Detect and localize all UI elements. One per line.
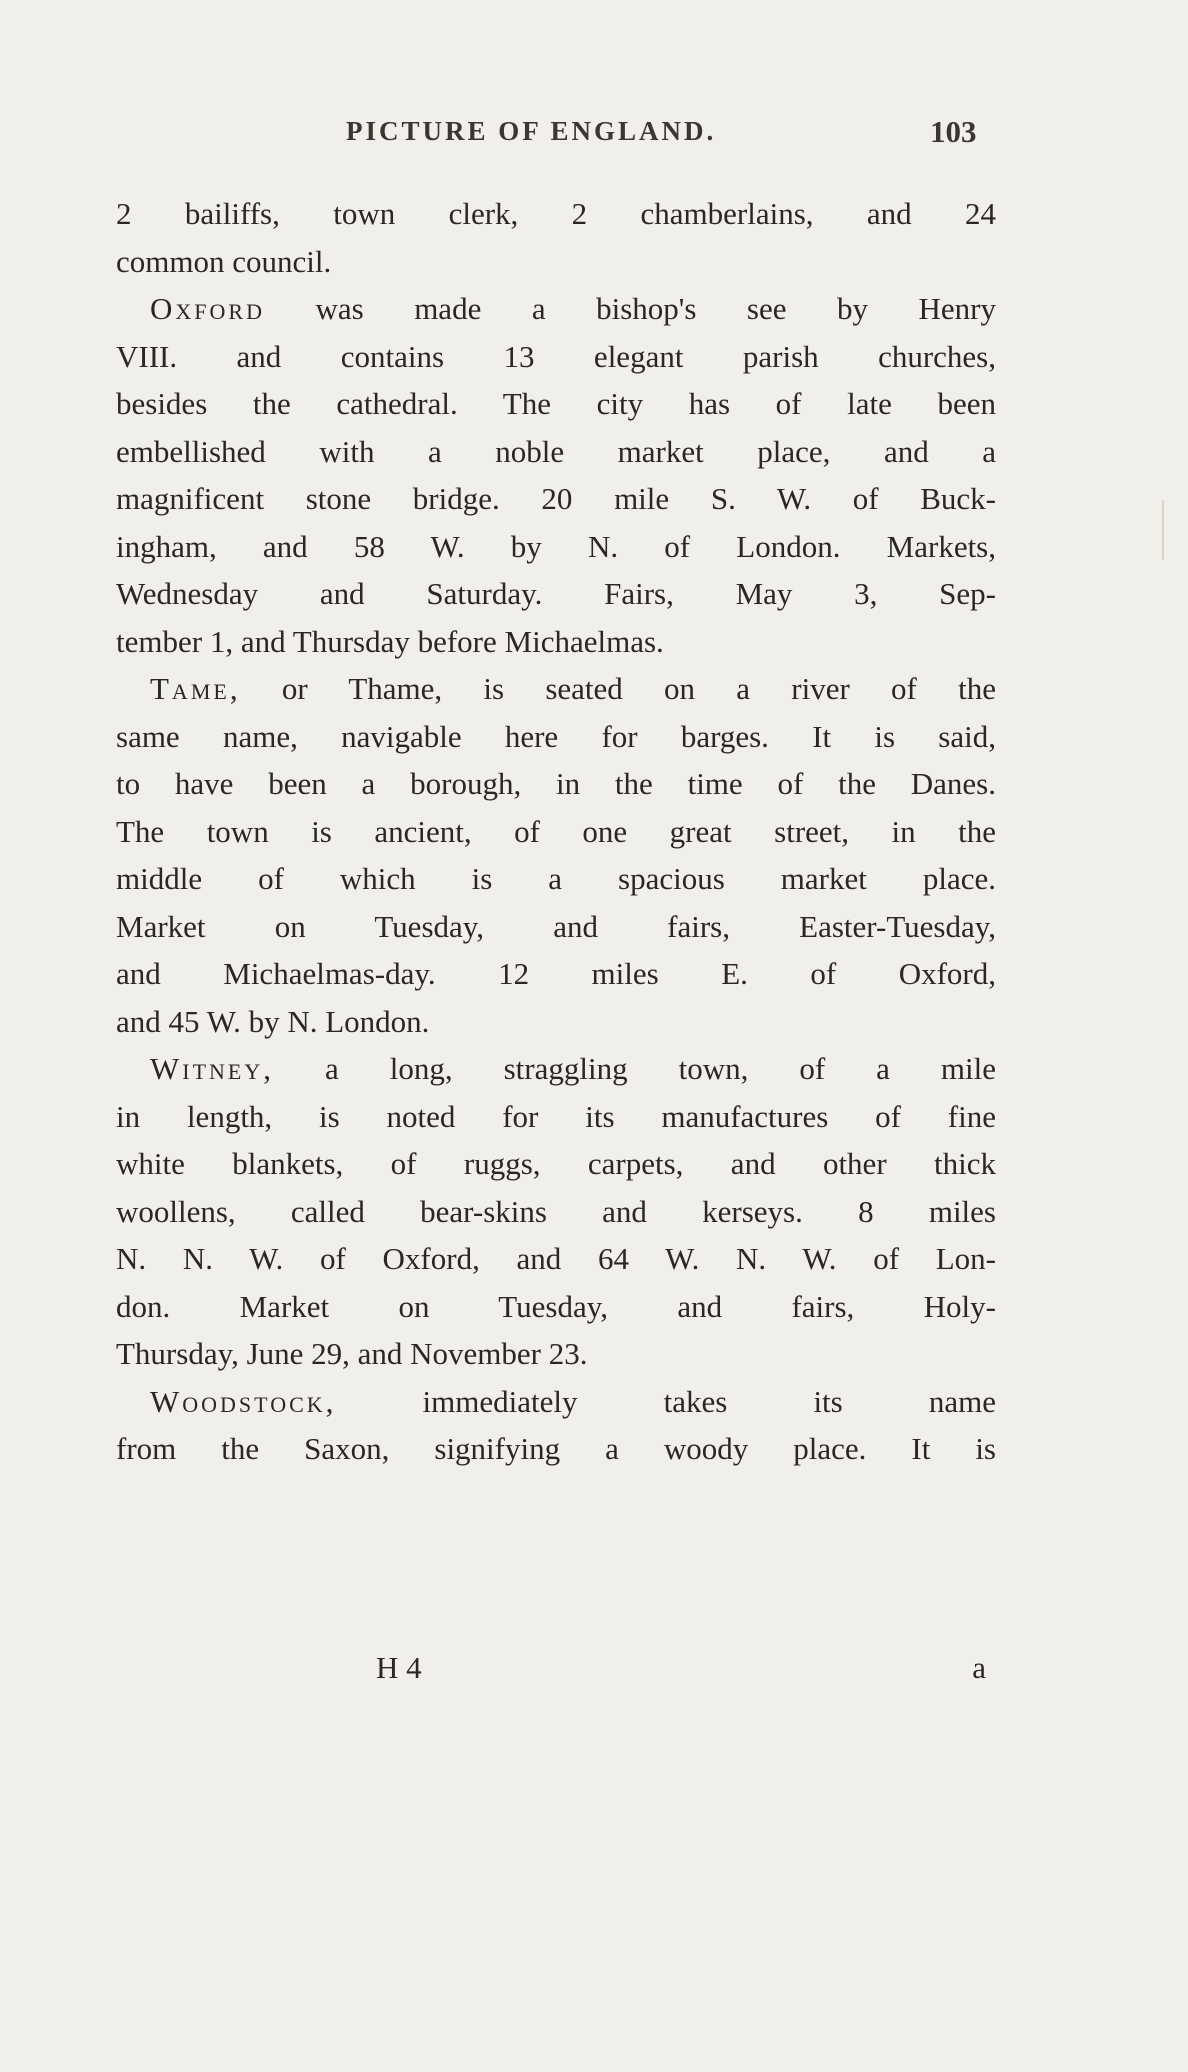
catchword: a	[972, 1650, 986, 1685]
text-line: Thursday, June 29, and November 23.	[116, 1336, 588, 1371]
body-text	[116, 190, 996, 1473]
text-fragment: or Thame, is seated on a river of the	[240, 671, 996, 706]
text-line: from the Saxon, signifying a woody place. It is	[116, 1431, 996, 1466]
text-line: ingham, and 58 W. by N. of London. Markets,	[116, 528, 996, 564]
text-line: common council.	[116, 243, 332, 279]
paragraph-woodstock-first-line	[116, 1378, 996, 1426]
text-line: to have been a borough, in the time of the Danes.	[116, 766, 996, 801]
place-name-oxford: Oxford	[150, 291, 265, 326]
text-line: Wednesday and Saturday. Fairs, May 3, Sep-	[116, 576, 996, 611]
text-line: VIII. and contains 13 elegant parish churches,	[116, 338, 996, 374]
text-line: don. Market on Tuesday, and fairs, Holy-	[116, 1288, 996, 1324]
signature-mark: H 4	[376, 1650, 422, 1685]
text-line: magnificent stone bridge. 20 mile S. W. of Buck-	[116, 481, 996, 516]
page-number: 103	[930, 114, 977, 149]
text-line: embellished with a noble market place, and a	[116, 433, 996, 469]
paragraph-witney-first-line	[116, 1045, 996, 1093]
text-line: The town is ancient, of one great street, in the	[116, 813, 996, 849]
text-line: 2 bailiffs, town clerk, 2 chamberlains, and 24	[116, 196, 996, 231]
text-line: and 45 W. by N. London.	[116, 1003, 430, 1039]
text-line: and Michaelmas-day. 12 miles E. of Oxford,	[116, 956, 996, 991]
margin-mark	[1162, 500, 1164, 560]
paragraph-tame-first-line	[116, 665, 996, 713]
place-name-woodstock: Woodstock,	[150, 1383, 337, 1419]
page-footer	[376, 1650, 986, 1690]
text-line: same name, navigable here for barges. It is said,	[116, 718, 996, 754]
text-line: tember 1, and Thursday before Michaelmas.	[116, 623, 664, 659]
text-line: white blankets, of ruggs, carpets, and other thick	[116, 1146, 996, 1181]
text-fragment: immediately takes its name	[336, 1383, 996, 1419]
text-line: besides the cathedral. The city has of late been	[116, 386, 996, 421]
paragraph-oxford-first-line	[116, 285, 996, 333]
running-title: PICTURE OF ENGLAND.	[346, 116, 717, 146]
text-fragment: was made a bishop's see by Henry	[264, 291, 996, 326]
place-name-witney: Witney,	[150, 1051, 274, 1086]
text-line: woollens, called bear-skins and kerseys. 8 miles	[116, 1193, 996, 1229]
text-line: in length, is noted for its manufactures of fine	[116, 1098, 996, 1134]
text-line: N. N. W. of Oxford, and 64 W. N. W. of Lon-	[116, 1241, 996, 1276]
text-line: Market on Tuesday, and fairs, Easter-Tuesday,	[116, 908, 996, 944]
place-name-tame: Tame,	[150, 671, 241, 706]
text-line: middle of which is a spacious market place.	[116, 861, 996, 896]
text-fragment: a long, straggling town, of a mile	[274, 1051, 996, 1086]
